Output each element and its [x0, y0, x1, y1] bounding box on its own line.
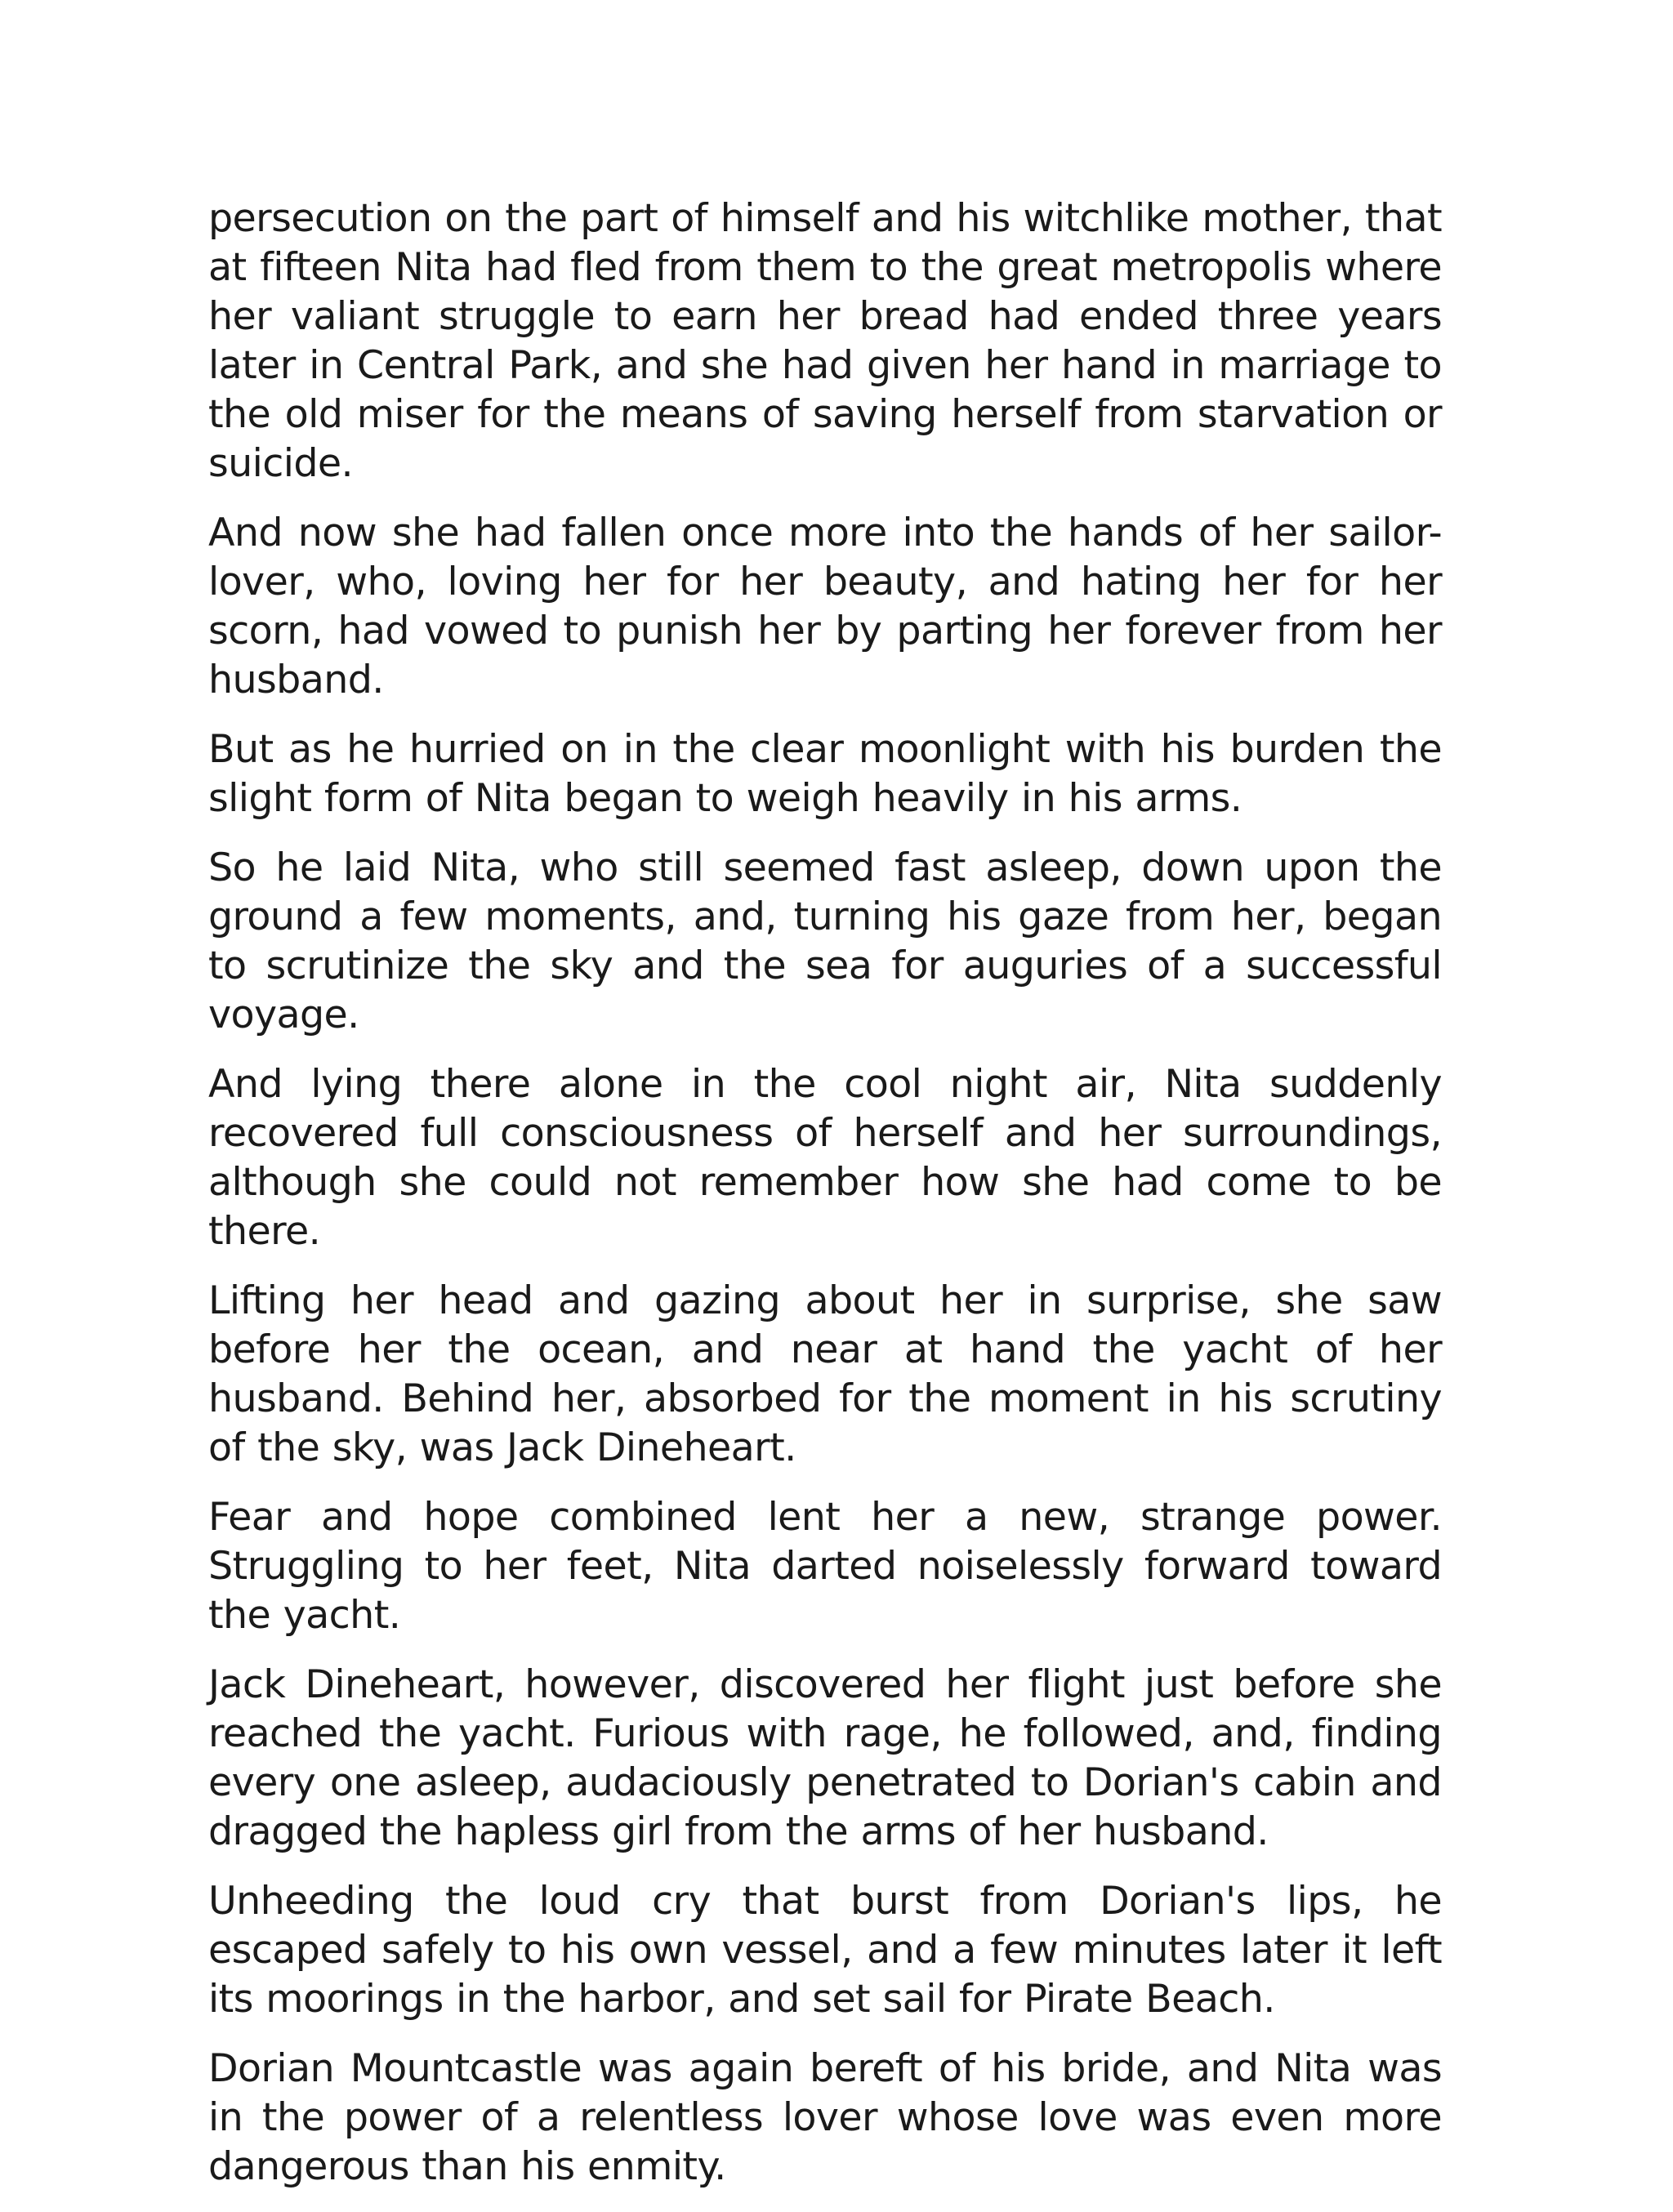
paragraph: Fear and hope combined lent her a new, strange power. Struggling to her feet, Nita darted noiselessly forward toward the yacht. [208, 1495, 1442, 1638]
paragraph: But as he hurried on in the clear moonlight with his burden the slight form of Nita began to weigh heavily in his arms. [208, 727, 1442, 821]
paragraph: persecution on the part of himself and his witchlike mother, that at fifteen Nita had fled from them to the great metropolis where her valiant struggle to earn her bread had ended three years later in Central Park, and she had given her hand in marriage to the old miser for the means of saving herself from starvation or suicide. [208, 196, 1442, 486]
paragraph: Dorian Mountcastle was again bereft of his bride, and Nita was in the power of a relentless lover whose love was even more dangerous than his enmity. [208, 2046, 1442, 2189]
paragraph: Unheeding the loud cry that burst from Dorian's lips, he escaped safely to his own vessel, and a few minutes later it left its moorings in the harbor, and set sail for Pirate Beach. [208, 1879, 1442, 2022]
document-page [208, 194, 1442, 2212]
paragraph: So he laid Nita, who still seemed fast asleep, down upon the ground a few moments, and, turning his gaze from her, began to scrutinize the sky and the sea for auguries of a successful voyage. [208, 845, 1442, 1037]
paragraph: Lifting her head and gazing about her in surprise, she saw before her the ocean, and near at hand the yacht of her husband. Behind her, absorbed for the moment in his scrutiny of the sky, was Jack Dineheart. [208, 1278, 1442, 1470]
paragraph: And now she had fallen once more into the hands of her sailor-lover, who, loving her for her beauty, and hating her for her scorn, had vowed to punish her by parting her forever from her husband. [208, 511, 1442, 702]
paragraph: Jack Dineheart, however, discovered her flight just before she reached the yacht. Furious with rage, he followed, and, finding every one asleep, audaciously penetrated to Dorian's cabin and dragged the hapless girl from the arms of her husband. [208, 1662, 1442, 1854]
paragraph: And lying there alone in the cool night air, Nita suddenly recovered full consciousness of herself and her surroundings, although she could not remember how she had come to be there. [208, 1062, 1442, 1254]
